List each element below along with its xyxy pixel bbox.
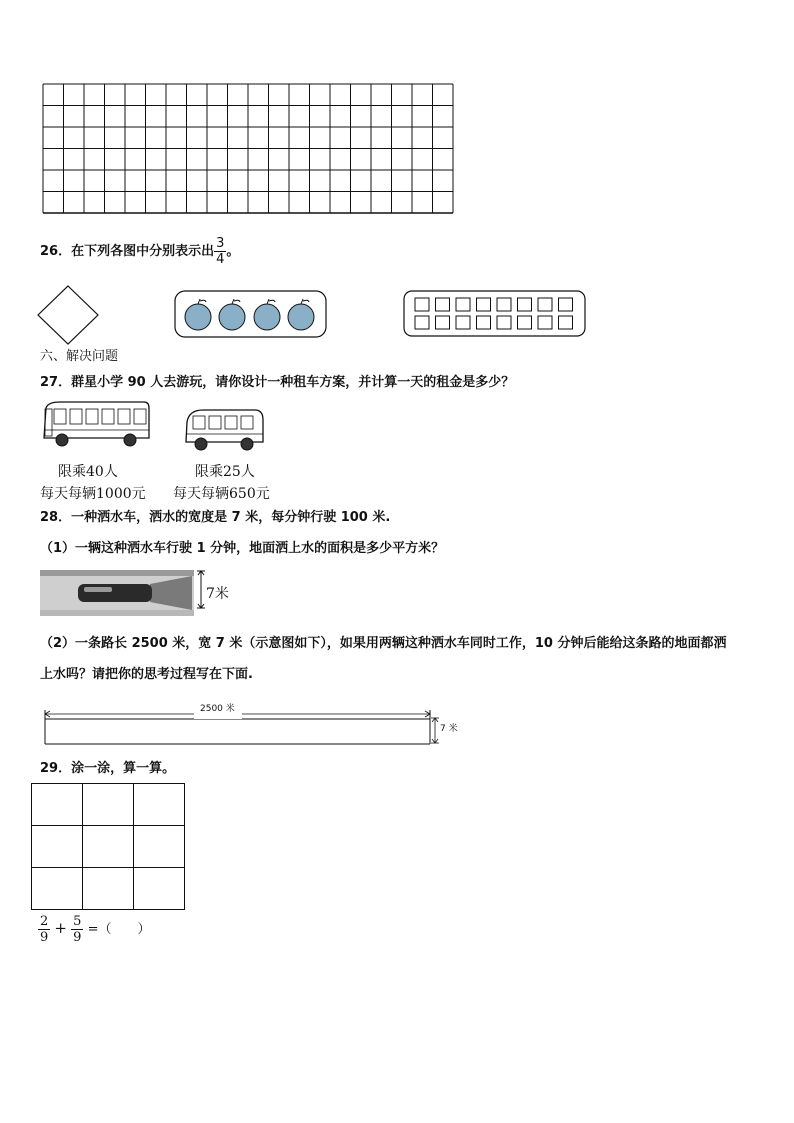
small-square[interactable] bbox=[436, 316, 450, 329]
square-grid bbox=[42, 83, 456, 216]
section-title: 六、解决问题 bbox=[40, 349, 119, 364]
small-bus-price: 每天每辆650元 bbox=[173, 486, 270, 502]
grid-cell[interactable] bbox=[32, 784, 83, 826]
apple-icon[interactable] bbox=[219, 299, 245, 330]
squares-box[interactable] bbox=[403, 290, 587, 338]
small-square[interactable] bbox=[538, 298, 552, 311]
fraction-denominator: 9 bbox=[40, 930, 49, 945]
apple-icon[interactable] bbox=[185, 299, 211, 330]
small-square[interactable] bbox=[518, 298, 532, 311]
fraction-numerator: 3 bbox=[216, 236, 225, 251]
grid-cell[interactable] bbox=[134, 826, 185, 868]
small-square[interactable] bbox=[477, 316, 491, 329]
fraction-numerator: 2 bbox=[40, 914, 49, 929]
fraction-denominator: 4 bbox=[216, 252, 225, 267]
small-bus-capacity: 限乘25人 bbox=[195, 464, 255, 480]
answer-blank[interactable]: =（ ） bbox=[87, 922, 151, 937]
grid-cell[interactable] bbox=[134, 784, 185, 826]
grid-cell[interactable] bbox=[134, 868, 185, 910]
large-bus-illustration bbox=[40, 400, 152, 450]
question-28-part-2-line-1: （2）一条路长 2500 米，宽 7 米（示意图如下），如果用两辆这种洒水车同时工作，10 分钟后能给这条路的地面都洒 bbox=[40, 636, 727, 651]
small-square[interactable] bbox=[538, 316, 552, 329]
fraction-three-quarters bbox=[214, 236, 226, 267]
question-suffix: 。 bbox=[226, 244, 240, 259]
road-width-label: 7 米 bbox=[440, 724, 458, 734]
small-square[interactable] bbox=[415, 316, 429, 329]
apples-box[interactable] bbox=[174, 290, 328, 340]
large-bus-price: 每天每辆1000元 bbox=[40, 486, 146, 502]
fraction-numerator: 5 bbox=[73, 914, 82, 929]
question-28-part-2-line-2: 上水吗？请把你的思考过程写在下面. bbox=[40, 667, 253, 682]
fraction-denominator: 9 bbox=[73, 930, 82, 945]
large-bus-capacity: 限乘40人 bbox=[58, 464, 118, 480]
plus-sign: + bbox=[54, 919, 67, 937]
fraction-equation bbox=[38, 914, 150, 945]
road-diagram bbox=[44, 704, 436, 746]
road-width-arrow-icon bbox=[430, 717, 440, 745]
fraction-five-ninths bbox=[71, 914, 83, 945]
three-by-three-grid bbox=[31, 783, 185, 910]
small-square[interactable] bbox=[415, 298, 429, 311]
apple-icon[interactable] bbox=[288, 299, 314, 330]
question-29: 29．涂一涂，算一算。 bbox=[40, 761, 176, 776]
small-square[interactable] bbox=[497, 316, 511, 329]
apple-icon[interactable] bbox=[254, 299, 280, 330]
diamond-shape[interactable] bbox=[36, 284, 100, 348]
question-27: 27．群星小学 90 人去游玩，请你设计一种租车方案，并计算一天的租金是多少？ bbox=[40, 375, 515, 390]
grid-cell[interactable] bbox=[83, 868, 134, 910]
small-bus-illustration bbox=[183, 408, 267, 454]
question-number: 26． bbox=[40, 244, 72, 259]
grid-cell[interactable] bbox=[83, 826, 134, 868]
question-26 bbox=[40, 236, 239, 267]
question-28: 28．一种洒水车，洒水的宽度是 7 米，每分钟行驶 100 米. bbox=[40, 510, 391, 525]
small-square[interactable] bbox=[559, 298, 573, 311]
small-square[interactable] bbox=[518, 316, 532, 329]
sprinkler-truck-illustration bbox=[40, 570, 194, 616]
small-square[interactable] bbox=[497, 298, 511, 311]
small-square[interactable] bbox=[477, 298, 491, 311]
grid-cell[interactable] bbox=[83, 784, 134, 826]
small-square[interactable] bbox=[559, 316, 573, 329]
question-28-part-1: （1）一辆这种洒水车行驶 1 分钟，地面洒上水的面积是多少平方米？ bbox=[40, 541, 445, 556]
small-square[interactable] bbox=[456, 316, 470, 329]
small-square[interactable] bbox=[436, 298, 450, 311]
grid-cell[interactable] bbox=[32, 826, 83, 868]
question-text: 在下列各图中分别表示出 bbox=[71, 244, 215, 259]
grid-cell[interactable] bbox=[32, 868, 83, 910]
fraction-two-ninths bbox=[38, 914, 50, 945]
road-length-label: 2500 米 bbox=[200, 704, 235, 714]
small-square[interactable] bbox=[456, 298, 470, 311]
truck-width-label: 7米 bbox=[206, 586, 229, 602]
